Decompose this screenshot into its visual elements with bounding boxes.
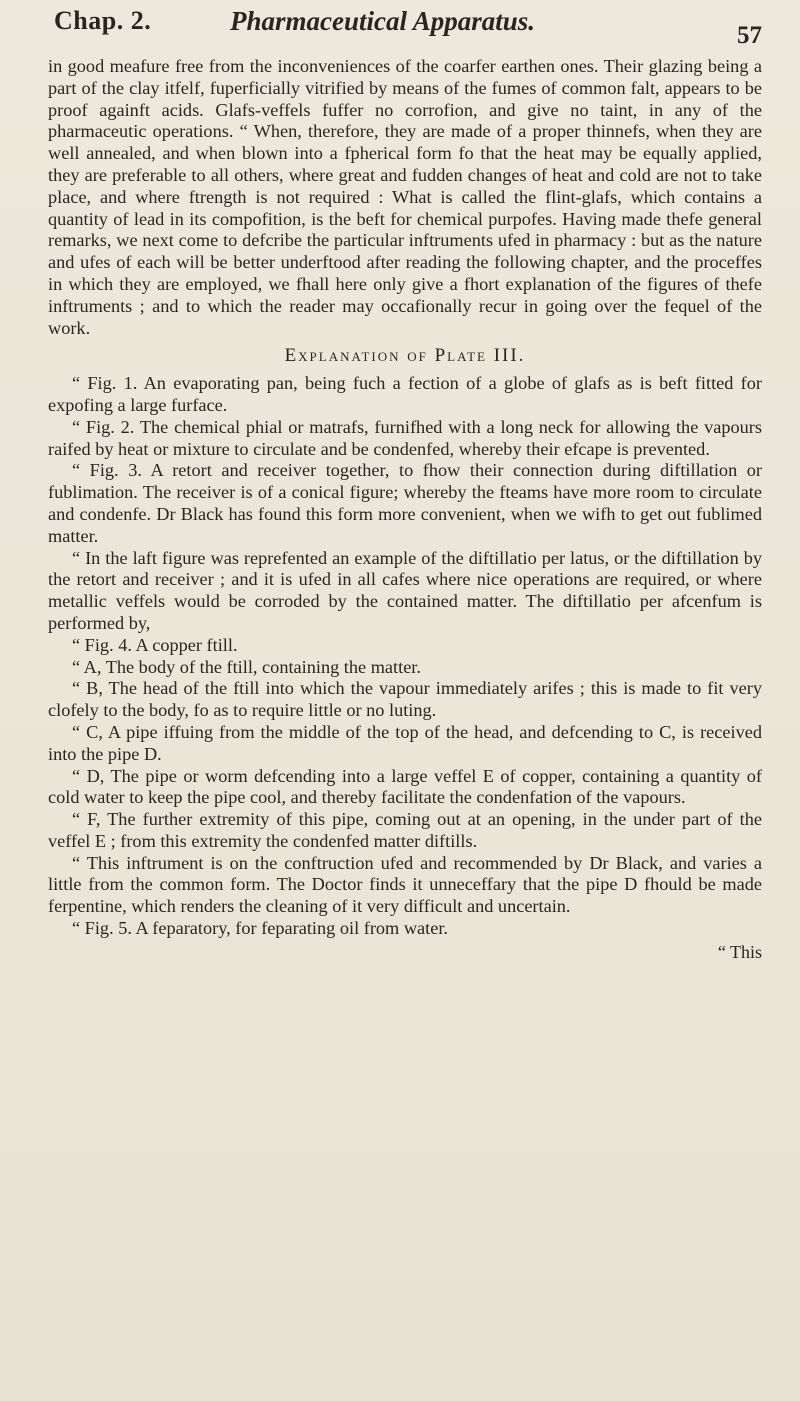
paragraph-fig-3: “ Fig. 3. A retort and receiver together, to fhow their connection during diftillation or fublimation. The receiver is of a conical figure; whereby the fteams have more room to circulate and condenfe. Dr Black has found this form more convenient, when we wifh to get out fublimed matter.	[48, 460, 762, 546]
paragraph-fig-4: “ Fig. 4. A copper ftill.	[72, 634, 238, 655]
running-header	[48, 4, 762, 56]
chapter-label: Chap. 2.	[54, 6, 152, 35]
catchword: “ This	[717, 941, 762, 962]
running-title: Pharmaceutical Apparatus.	[230, 6, 536, 36]
paragraph-fig-1: “ Fig. 1. An evaporating pan, being fuch a fection of a globe of glafs as is beft fitted for expofing a large furface.	[48, 373, 762, 415]
paragraph-c: “ C, A pipe iffuing from the middle of the top of the head, and defcending to C, is received into the pipe D.	[48, 721, 762, 764]
paragraph-d: “ D, The pipe or worm defcending into a large veffel E of copper, containing a quantity of cold water to keep the pipe cool, and thereby facilitate the condenfation of the vapours.	[48, 765, 762, 808]
paragraph-fig-2: “ Fig. 2. The chemical phial or matrafs, furnifhed with a long neck for allowing the vapours raifed by heat or mixture to circulate and be condenfed, whereby their efcape is prevented.	[48, 416, 762, 459]
paragraph-f: “ F, The further extremity of this pipe, coming out at an opening, in the under part of the veffel E ; from this extremity the condenfed matter diftills.	[48, 809, 762, 851]
paragraph-instrument: “ This inftrument is on the conftruction ufed and recommended by Dr Black, and varies a little from the common form. The Doctor finds it unneceffary that the pipe D fhould be made ferpentine, which renders the cleaning of it very difficult and uncertain.	[48, 852, 762, 917]
section-heading: Explanation of Plate III.	[284, 345, 526, 367]
paragraph-distillatio: “ In the laft figure was reprefented an example of the diftillatio per latus, or the diftillation by the retort and receiver ; and it is ufed in all cafes where nice operations are required, or where metallic veffels would be corroded by the contained matter. The diftillatio per afcenfum is performed by,	[48, 547, 762, 633]
page-body	[48, 56, 762, 964]
paragraph-a: “ A, The body of the ftill, containing the matter.	[72, 656, 421, 677]
paragraph-b: “ B, The head of the ftill into which the vapour immediately arifes ; this is made to fit very clofely to the body, fo as to require little or no luting.	[48, 678, 762, 721]
intro-paragraph: in good meafure free from the inconveniences of the coarfer earthen ones. Their glazing being a part of the clay itfelf, fuperficially vitrified by means of the fumes of common falt, appears to be proof againft acids. Glafs-veffels fuffer no corrofion, and give no taint, in any of the pharmaceutic operations. “ When, therefore, they are made of a proper thinnefs, when they are well annealed, and when blown into a fpherical form fo that the heat may be equally applied, they are preferable to all others, where great and fudden changes of heat and cold are not to take place, and where ftrength is not required : What is called the flint-glafs, which contains a quantity of lead in its compofition, is the beft for chemical purpofes. Having made thefe general remarks, we next come to defcribe the particular inftruments ufed in pharmacy : but as the nature and ufes of each will be better underftood after reading the following chapter, and the proceffes in which they are employed, we fhall here only give a fhort explanation of the figures of thefe inftruments ; and to which the reader may occafionally recur in going over the fequel of the work.	[48, 56, 762, 338]
paragraph-fig-5: “ Fig. 5. A feparatory, for feparating oil from water.	[72, 918, 448, 939]
page-number: 57	[737, 22, 762, 49]
